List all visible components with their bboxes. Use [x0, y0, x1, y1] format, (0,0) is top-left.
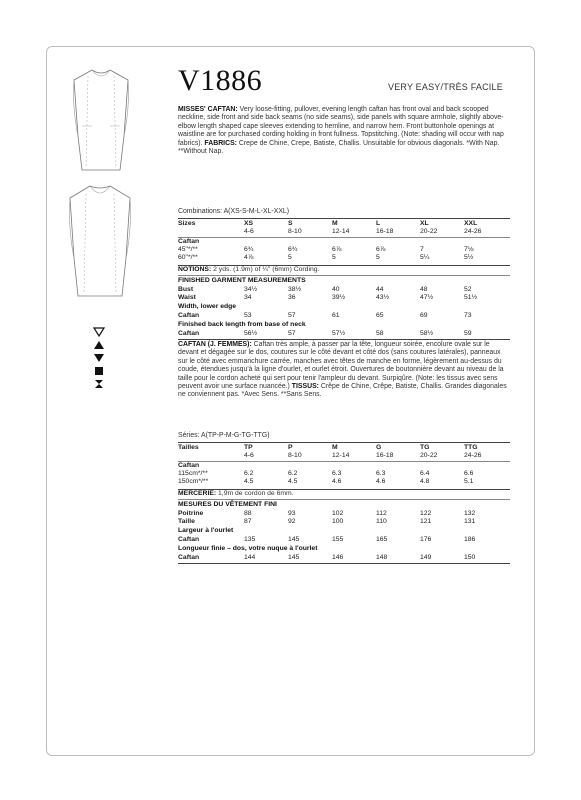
table-cell: M: [332, 220, 338, 227]
table-cell: 5.1: [464, 478, 474, 485]
row-label: 115cm*/**: [178, 470, 208, 477]
row-label: Caftan: [178, 536, 200, 543]
table-cell: 43½: [376, 294, 390, 301]
table-row: [178, 478, 510, 486]
sizes-header-row: [178, 220, 510, 228]
sizes-sub-row: [178, 452, 510, 460]
french-length-table: [178, 554, 510, 562]
table-cell: 6¾: [288, 246, 298, 253]
fgm-title: MESURES DU VÊTEMENT FINI: [178, 501, 277, 508]
divider: [178, 275, 510, 276]
table-cell: 144: [244, 554, 256, 561]
table-cell: 4.6: [332, 478, 342, 485]
combinations-label: Combinations: A(XS-S-M-L-XL-XXL): [178, 208, 290, 215]
table-cell: 58½: [420, 330, 434, 337]
table-cell: 36: [288, 294, 296, 301]
caftan-front-sketch: [70, 66, 132, 174]
table-cell: 59: [464, 330, 472, 337]
row-label: Caftan: [178, 330, 200, 337]
table-cell: 47½: [420, 294, 434, 301]
row-label: Caftan: [178, 554, 200, 561]
table-cell: 48: [420, 286, 428, 293]
table-cell: P: [288, 444, 293, 451]
table-cell: 93: [288, 510, 296, 517]
notions: [178, 266, 319, 273]
width-label: Largeur à l'ourlet: [178, 527, 234, 534]
table-cell: 51½: [464, 294, 478, 301]
table-cell: 148: [376, 554, 388, 561]
table-row: [178, 294, 510, 302]
notions: [178, 490, 294, 497]
table-cell: 4⅞: [244, 254, 254, 261]
notions-text: 2 yds. (1.9m) of ¼" (6mm) Cording.: [211, 266, 320, 273]
table-cell: 40: [332, 286, 340, 293]
table-cell: 34: [244, 294, 252, 301]
description-text: Caftan très ample, à passer par la tête, longueur soirée, encolure ovale sur le devant et dégagée sur le dos, coutures sur le côté devant et côté dos (sans coutures latérales), panneaux sur le côté avec emmanchure carrée, manches avec têtes de manche en forme, légèrement au-dessus du coude, étendues jusqu'à la ligne d'ourlet, et ourlet étroit. Ouvertures de boutonnière devant au niveau de la taille pour le cordon acheté qui sert pour tenir l'ampleur du devant. Surpiqûre. (Note: les tissus avec sens peuvent avoir une surface nuancée.): [178, 341, 504, 391]
table-cell: 4-6: [244, 228, 254, 235]
notions-label: MERCERIE:: [178, 490, 217, 497]
table-cell: 5: [376, 254, 380, 261]
table-cell: TTG: [464, 444, 478, 451]
english-yardage-table: [178, 220, 510, 236]
divider: [178, 339, 510, 340]
table-cell: 6.3: [376, 470, 386, 477]
table-cell: 92: [288, 518, 296, 525]
table-cell: 155: [332, 536, 344, 543]
table-cell: 4.5: [244, 478, 254, 485]
table-cell: 20-22: [420, 228, 438, 235]
fabrics-label: FABRICS:: [204, 139, 237, 147]
table-row: [178, 286, 510, 294]
table-cell: 6⅞: [376, 246, 386, 253]
table-cell: 39½: [332, 294, 346, 301]
notions-text: 1,9m de cordon de 6mm.: [216, 490, 294, 497]
divider: [178, 218, 510, 219]
divider: [178, 499, 510, 500]
row-label: [178, 452, 244, 460]
table-cell: 4.6: [376, 478, 386, 485]
table-cell: 165: [376, 536, 388, 543]
row-label: Tailles: [178, 444, 199, 451]
table-cell: 5: [332, 254, 336, 261]
table-cell: 4.5: [288, 478, 298, 485]
table-cell: 57: [288, 312, 296, 319]
table-cell: 8-10: [288, 452, 302, 459]
table-cell: 145: [288, 536, 300, 543]
triangle-up-icon: [92, 339, 106, 350]
length-label: Longueur finie – dos, votre nuque à l'ourlet: [178, 545, 318, 552]
table-cell: G: [376, 444, 382, 451]
table-cell: XS: [244, 220, 254, 227]
table-row: [178, 554, 510, 562]
table-cell: 122: [420, 510, 432, 517]
table-cell: 24-26: [464, 228, 482, 235]
fabrics-text: Crepe de Chine, Crepe, Batiste, Challis. Unsuitable for obvious diagonals. *With Nap. **Without Nap.: [178, 139, 500, 156]
english-measurements-table: [178, 286, 510, 302]
table-cell: 56½: [244, 330, 258, 337]
table-cell: 146: [332, 554, 344, 561]
notions-label: NOTIONS:: [178, 266, 212, 273]
fabrics-label: TISSUS:: [291, 383, 319, 391]
table-cell: 53: [244, 312, 252, 319]
table-cell: 135: [244, 536, 256, 543]
table-row: [178, 254, 510, 262]
table-cell: M: [332, 444, 338, 451]
table-cell: 6¾: [244, 246, 254, 253]
pattern-number: V1886: [178, 64, 263, 97]
table-cell: 5: [288, 254, 292, 261]
table-cell: 6⅞: [332, 246, 342, 253]
description-title: MISSES' CAFTAN:: [178, 106, 238, 113]
table-cell: 112: [376, 510, 387, 517]
triangle-down-icon: [92, 326, 106, 337]
table-cell: 57½: [332, 330, 346, 337]
french-fabric-table: [178, 462, 510, 486]
table-cell: 6.6: [464, 470, 474, 477]
length-label: Finished back length from base of neck: [178, 321, 306, 328]
table-row: [178, 330, 510, 338]
row-label: Sizes: [178, 220, 196, 227]
table-row: [178, 470, 510, 478]
table-cell: 6.2: [244, 470, 254, 477]
english-fabric-table: [178, 238, 510, 262]
divider: [178, 442, 510, 443]
triangle-down-icon: [92, 352, 106, 363]
width-label: Width, lower edge: [178, 303, 237, 310]
table-cell: 186: [464, 536, 476, 543]
table-row: [178, 246, 510, 254]
table-cell: 150: [464, 554, 476, 561]
row-label: 60"*/**: [178, 254, 198, 261]
description-text: Very loose-fitting, pullover, evening length caftan has front oval and back scooped neckline, side front and side back seams (no side seams), side panels with square armhole, slightly above-elbow length shaped cape sleeves extending to hemline, and narrow hem. Front buttonhole openings at waistline are for purchased cording holding in front fullness. Topstitching. (Note: shading will occur with nap fabrics).: [178, 106, 504, 147]
table-cell: 12-14: [332, 452, 350, 459]
table-cell: 176: [420, 536, 432, 543]
table-cell: 7⅛: [464, 246, 474, 253]
table-cell: 102: [332, 510, 344, 517]
table-cell: 61: [332, 312, 340, 319]
table-cell: 5¼: [420, 254, 430, 261]
fgm-title: FINISHED GARMENT MEASUREMENTS: [178, 277, 306, 284]
fabric-section-label: Caftan: [178, 238, 200, 245]
english-description: [178, 106, 508, 156]
table-cell: 6.3: [332, 470, 342, 477]
table-cell: 38½: [288, 286, 302, 293]
table-cell: 73: [464, 312, 472, 319]
row-label: Waist: [178, 294, 196, 301]
table-cell: 6.2: [288, 470, 298, 477]
table-cell: 110: [376, 518, 387, 525]
square-icon: [92, 365, 106, 376]
table-cell: 69: [420, 312, 428, 319]
table-cell: 132: [464, 510, 476, 517]
table-cell: XL: [420, 220, 429, 227]
divider: [178, 563, 510, 564]
french-width-table: [178, 536, 510, 544]
table-row: [178, 312, 510, 320]
table-cell: TP: [244, 444, 253, 451]
french-yardage-table: [178, 444, 510, 460]
table-cell: XXL: [464, 220, 478, 227]
table-cell: 34½: [244, 286, 258, 293]
table-cell: 7: [420, 246, 424, 253]
table-cell: 145: [288, 554, 300, 561]
table-cell: 8-10: [288, 228, 302, 235]
fabric-section-label: Caftan: [178, 462, 200, 469]
table-cell: 87: [244, 518, 252, 525]
row-label: 45"*/**: [178, 246, 198, 253]
table-cell: 4-6: [244, 452, 254, 459]
table-cell: 16-18: [376, 452, 394, 459]
table-cell: 12-14: [332, 228, 350, 235]
table-cell: 4.8: [420, 478, 430, 485]
row-label: [178, 228, 244, 236]
hourglass-icon: [92, 378, 106, 389]
table-cell: 5½: [464, 254, 474, 261]
fabrics-text: Crêpe de Chine, Crêpe, Batiste, Challis. Grandes diagonales ne conviennent pas. *Avec Sens. **Sans Sens.: [178, 383, 507, 399]
table-row: [178, 536, 510, 544]
pattern-symbols: [92, 326, 108, 391]
table-cell: L: [376, 220, 381, 227]
table-cell: 52: [464, 286, 472, 293]
table-cell: 65: [376, 312, 384, 319]
table-cell: 44: [376, 286, 384, 293]
table-cell: TG: [420, 444, 430, 451]
english-length-table: [178, 330, 510, 338]
table-cell: 149: [420, 554, 432, 561]
row-label: Taille: [178, 518, 195, 525]
row-label: Caftan: [178, 312, 200, 319]
table-row: [178, 510, 510, 518]
row-label: Bust: [178, 286, 194, 293]
combinations-label: Séries: A(TP-P-M-G-TG-TTG): [178, 432, 270, 439]
sizes-sub-row: [178, 228, 510, 236]
table-cell: 121: [420, 518, 432, 525]
row-label: 150cm*/**: [178, 478, 209, 485]
english-width-table: [178, 312, 510, 320]
row-label: Poitrine: [178, 510, 204, 517]
table-cell: 16-18: [376, 228, 394, 235]
table-cell: S: [288, 220, 293, 227]
table-cell: 57: [288, 330, 296, 337]
sizes-header-row: [178, 444, 510, 452]
description-title: CAFTAN (J. FEMMES):: [178, 341, 252, 348]
caftan-back-sketch: [66, 182, 134, 300]
table-cell: 6.4: [420, 470, 430, 477]
table-cell: 58: [376, 330, 384, 337]
table-cell: 88: [244, 510, 252, 517]
table-cell: 131: [464, 518, 476, 525]
french-measurements-table: [178, 510, 510, 526]
table-cell: 24-26: [464, 452, 482, 459]
table-cell: 100: [332, 518, 344, 525]
table-row: [178, 518, 510, 526]
difficulty-label: VERY EASY/TRÈS FACILE: [388, 82, 503, 92]
table-cell: 20-22: [420, 452, 438, 459]
french-description: [178, 341, 508, 400]
